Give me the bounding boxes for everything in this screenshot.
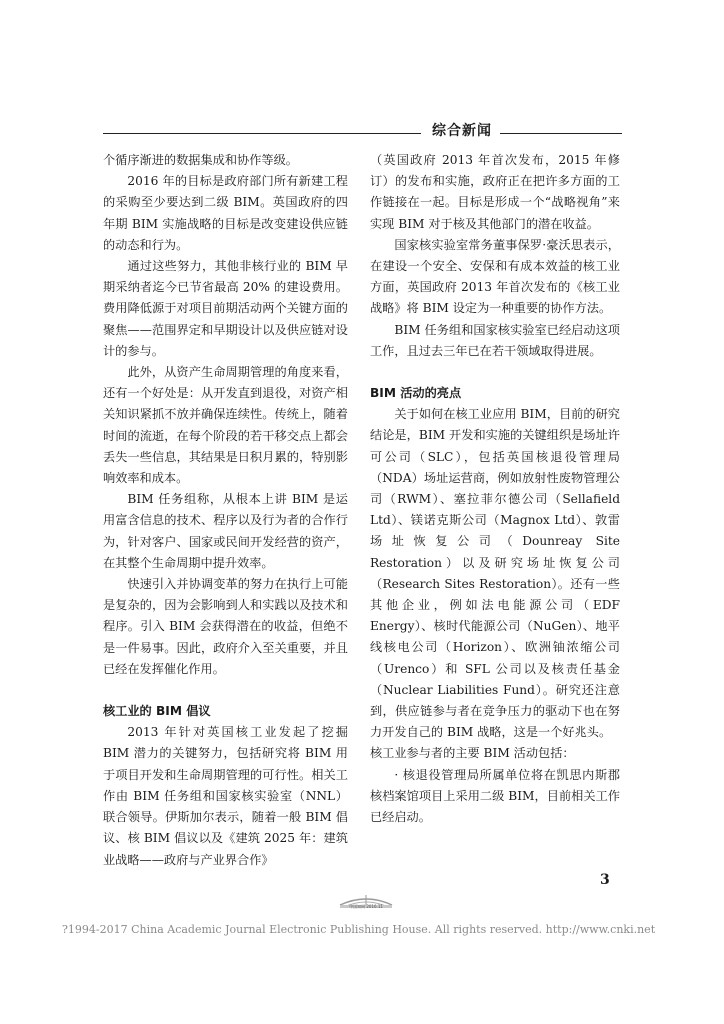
section-heading: BIM 活动的亮点 xyxy=(370,386,462,401)
paragraph: （英国政府 2013 年首次发布，2015 年修订）的发布和实施，政府正在把许多方面的工作链接在一起。目标是形成一个“战略视角”来实现 BIM 对于核及其他部门的潜在收益。 xyxy=(370,153,620,231)
spacer xyxy=(370,362,620,383)
logo-caption: 中国知网 2016.11 xyxy=(349,904,383,909)
paragraph: 2013 年针对英国核工业发起了挖掘 BIM 潜力的关键努力，包括研究将 BIM 用于项目开发和生命周期管理的可行性。相关工作由 BIM 任务组和国家核实验室（NNL）联合领导。伊斯加尔表示，随着一般 BIM 倡议、核 BIM 倡议以及《建筑 2025 年：建筑业战略——政府与产业界合作》 xyxy=(103,725,348,867)
section-heading: 核工业的 BIM 倡议 xyxy=(103,704,211,719)
paragraph: BIM 任务组称，从根本上讲 BIM 是运用富含信息的技术、程序以及行为者的合作行为，针对客户、国家或民间开发经营的资产，在其整个生命周期中提升效率。 xyxy=(103,492,348,570)
paragraph: 通过这些努力，其他非核行业的 BIM 早期采纳者迄今已节省最高 20% 的建设费用。费用降低源于对项目前期活动两个关键方面的聚焦——范围界定和早期设计以及供应链对设计的参与。 xyxy=(103,259,348,358)
section-title: 综合新闻 xyxy=(432,123,492,139)
paragraph: BIM 任务组和国家核实验室已经启动这项工作，且过去三年已在若干领域取得进展。 xyxy=(370,322,620,358)
paragraph: · 核退役管理局所属单位将在凯思内斯郡核档案馆项目上采用二级 BIM，目前相关工作已经启动。 xyxy=(370,767,620,825)
paragraph: 核工业参与者的主要 BIM 活动包括： xyxy=(370,746,575,761)
header-rule-left xyxy=(103,133,421,134)
spacer xyxy=(103,680,348,701)
paragraph: 国家核实验室常务董事保罗·豪沃思表示，在建设一个安全、安保和有成本效益的核工业方面，英国政府 2013 年首次发布的《核工业战略》将 BIM 设定为一种重要的协作方法。 xyxy=(370,237,620,316)
left-column xyxy=(103,150,348,871)
paragraph: 快速引入并协调变革的努力在执行上可能是复杂的，因为会影响到人和实践以及技术和程序。引入 BIM 会获得潜在的收益，但绝不是一件易事。因此，政府介入至关重要，并且已经在发挥催化作用。 xyxy=(103,577,348,676)
cnki-book-logo-icon xyxy=(334,889,398,915)
page-number: 3 xyxy=(600,872,610,888)
copyright-footer: ?1994-2017 China Academic Journal Electronic Publishing House. All rights reserved. http://www.cnki.net xyxy=(62,923,656,936)
paragraph: 个循序渐进的数据集成和协作等级。 xyxy=(103,153,298,167)
header-rule-right xyxy=(500,133,622,134)
right-column xyxy=(370,150,620,828)
paragraph: 关于如何在核工业应用 BIM，目前的研究结论是，BIM 开发和实施的关键组织是场址许可公司（SLC），包括英国核退役管理局（NDA）场址运营商，例如放射性废物管理公司（RWM）、塞拉菲尔德公司（Sellafield Ltd）、镁诺克斯公司（Magnox Ltd）、敦雷场址恢复公司（Dounreay Site Restoration）以及研究场址恢复公司（Research Sites Restoration）。还有一些其他企业，例如法电能源公司（EDF Energy）、核时代能源公司（NuGen）、地平线核电公司（Horizon）、欧洲铀浓缩公司（Urenco）和 SFL 公司以及核责任基金（Nuclear Liabilities Fund）。研究还注意到，供应链参与者在竞争压力的驱动下也在努力开发自己的 BIM 战略，这是一个好兆头。 xyxy=(370,407,620,740)
paragraph: 2016 年的目标是政府部门所有新建工程的采购至少要达到二级 BIM。英国政府的四年期 BIM 实施战略的目标是改变建设供应链的动态和行为。 xyxy=(103,174,348,252)
paragraph: 此外，从资产生命周期管理的角度来看，还有一个好处是：从开发直到退役，对资产相关知识紧抓不放并确保连续性。传统上，随着时间的流逝，在每个阶段的若干移交点上都会丢失一些信息，其结果是日积月累的，特别影响效率和成本。 xyxy=(103,365,348,486)
